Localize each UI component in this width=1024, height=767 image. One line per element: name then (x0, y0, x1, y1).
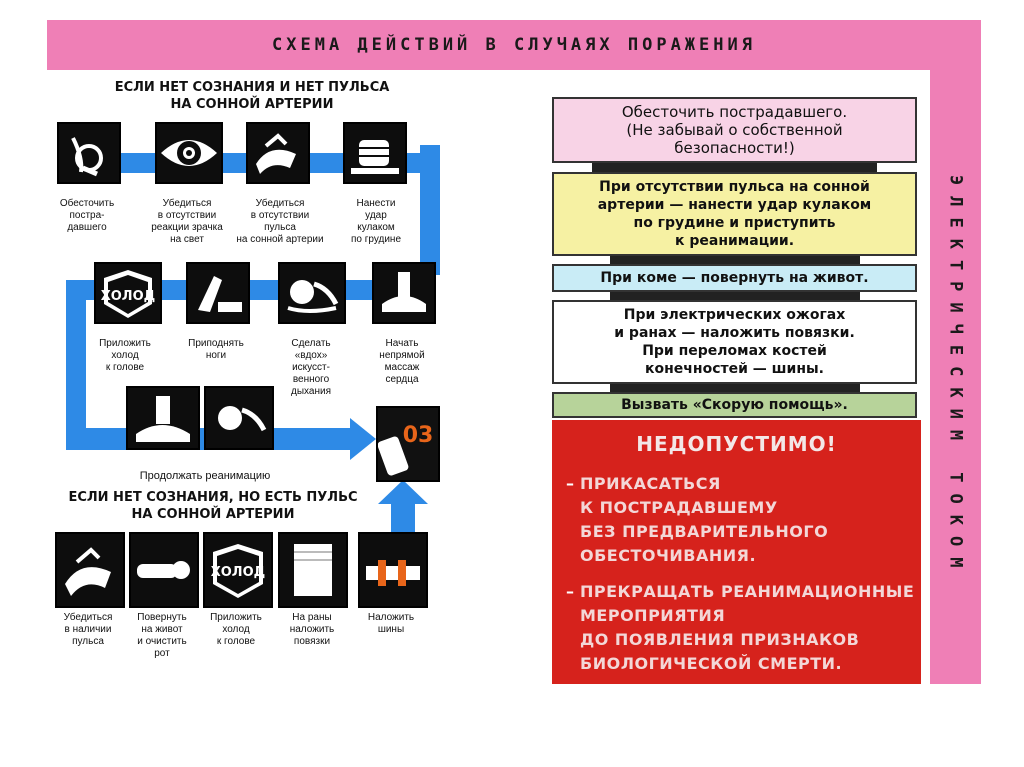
caption-splint-1: Наложить (367, 612, 415, 623)
heading-pulse-line2: НА СОННОЙ АРТЕРИИ (131, 507, 295, 522)
hand-rope-icon (57, 122, 121, 184)
caption-legs-2: ноги (205, 350, 227, 361)
caption-splint-2: шины (377, 624, 405, 635)
up-arrow-head (378, 480, 428, 504)
caption-massage-4: сердца (385, 374, 419, 385)
step4-line1: При электрических ожогах (623, 307, 846, 323)
warning-title: НЕДОПУСТИМО! (636, 432, 837, 456)
warning2-line2: МЕРОПРИЯТИЯ (580, 606, 726, 625)
raised-legs-icon (186, 262, 250, 324)
up-arrow-shaft (391, 500, 415, 535)
caption-cold2-3: к голове (216, 636, 256, 647)
compression-icon (126, 386, 200, 450)
turn-over-icon (129, 532, 199, 608)
step1-line1: Обесточить пострадавшего. (621, 103, 848, 121)
warning-panel (552, 420, 921, 684)
taper-4 (610, 384, 860, 392)
caption-fist-4: по грудине (350, 234, 402, 245)
heading-pulse-line1: ЕСЛИ НЕТ СОЗНАНИЯ, НО ЕСТЬ ПУЛЬС (68, 490, 358, 505)
caption-cold2-2: холод (222, 624, 250, 635)
caption-bandage-1: На раны (292, 612, 332, 623)
step-burns (552, 300, 917, 384)
cold-label: ХОЛОД (100, 289, 156, 304)
caption-cold-2: холод (111, 350, 139, 361)
bullet-dash-1: – (566, 474, 575, 493)
caption-pupil-3: реакции зрачка (151, 222, 223, 233)
caption-pulse-2: в наличии (64, 624, 112, 635)
step2-line4: к реанимации. (674, 233, 795, 249)
heading-no-pulse-line2: НА СОННОЙ АРТЕРИИ (170, 97, 334, 112)
caption-bandage-2: наложить (289, 624, 335, 635)
bullet-dash-2: – (566, 582, 575, 601)
cold-label-2: ХОЛОД (210, 565, 266, 580)
caption-massage-1: Начать (385, 338, 419, 349)
caption-breath-1: Сделать (291, 338, 331, 349)
caption-breath-4: венного (292, 374, 330, 385)
step1-line3: безопасности!) (674, 139, 795, 157)
caption-nopulse-4: на сонной артерии (236, 234, 324, 245)
caption-turn-3: и очистить (137, 636, 187, 647)
warning1-line3: БЕЗ ПРЕДВАРИТЕЛЬНОГО (580, 522, 829, 541)
caption-fist-3: кулаком (357, 222, 395, 233)
caption-cold2-1: Приложить (210, 612, 262, 623)
warning1-line1: ПРИКАСАТЬСЯ (580, 474, 721, 493)
fist-icon (343, 122, 407, 184)
caption-nopulse-1: Убедиться (255, 198, 305, 209)
caption-deenergize-2: постра- (69, 210, 105, 221)
rescue-breath-icon (278, 262, 346, 324)
step5-line1: Вызвать «Скорую помощь». (621, 397, 848, 413)
caption-nopulse-3: пульса (264, 222, 296, 233)
caption-nopulse-2: в отсутствии (250, 210, 310, 221)
step4-line4: конечностей — шины. (645, 361, 824, 377)
caption-fist-2: удар (365, 210, 387, 221)
caption-deenergize-1: Обесточить (59, 198, 115, 209)
caption-turn-4: рот (154, 648, 170, 659)
caption-pupil-4: на свет (170, 234, 204, 245)
side-title: ЭЛЕКТРИЧЕСКИМ ТОКОМ (945, 175, 966, 579)
heading-no-pulse-line1: ЕСЛИ НЕТ СОЗНАНИЯ И НЕТ ПУЛЬСА (114, 80, 390, 95)
cold-pack-icon-2 (203, 532, 273, 608)
continue-label: Продолжать реанимацию (139, 470, 271, 482)
step-deenergize (552, 97, 917, 163)
splint-icon (358, 532, 428, 608)
pulse-check-icon (246, 122, 310, 184)
flow-band-left (66, 280, 86, 440)
caption-deenergize-3: давшего (67, 222, 107, 233)
taper-2 (610, 256, 860, 264)
warning2-line4: БИОЛОГИЧЕСКОЙ СМЕРТИ. (580, 654, 843, 673)
flow-arrow-right (350, 418, 376, 460)
caption-massage-2: непрямой (379, 350, 425, 361)
header-bar (47, 20, 981, 70)
caption-turn-2: на живот (141, 624, 183, 635)
step-ambulance (552, 392, 917, 418)
bandage-roll-icon (278, 532, 348, 608)
caption-breath-2: «вдох» (294, 350, 328, 361)
step2-line1: При отсутствии пульса на сонной (599, 179, 870, 195)
step2-line3: по грудине и приступить (633, 215, 836, 231)
caption-pupil-1: Убедиться (162, 198, 212, 209)
step3-line1: При коме — повернуть на живот. (600, 270, 869, 286)
page-title: СХЕМА ДЕЙСТВИЙ В СЛУЧАЯХ ПОРАЖЕНИЯ (272, 35, 756, 55)
taper-3 (610, 292, 860, 300)
eye-icon (155, 122, 223, 184)
taper-1 (592, 162, 877, 172)
caption-breath-3: искусст- (292, 362, 330, 373)
caption-cold-3: к голове (105, 362, 145, 373)
step1-line2: (Не забывай о собственной (626, 121, 843, 139)
caption-pulse-3: пульса (72, 636, 104, 647)
cold-pack-icon (94, 262, 162, 324)
caption-breath-5: дыхания (291, 386, 331, 397)
ambulance-number: 03 (402, 423, 434, 448)
step2-line2: артерии — нанести удар кулаком (597, 197, 872, 213)
caption-fist-1: Нанести (356, 198, 396, 209)
caption-cold-1: Приложить (99, 338, 151, 349)
warning2-line3: ДО ПОЯВЛЕНИЯ ПРИЗНАКОВ (580, 630, 860, 649)
step-no-pulse (552, 172, 917, 256)
caption-pupil-2: в отсутствии (157, 210, 217, 221)
caption-massage-3: массаж (384, 362, 420, 373)
chest-compression-icon (372, 262, 436, 324)
warning1-line4: ОБЕСТОЧИВАНИЯ. (580, 546, 757, 565)
step4-line3: При переломах костей (642, 343, 827, 359)
step-coma (552, 264, 917, 292)
phone-03-icon (376, 406, 440, 482)
caption-turn-1: Повернуть (137, 612, 187, 623)
pulse-check-icon-2 (55, 532, 125, 608)
breath-icon (204, 386, 274, 450)
warning1-line2: К ПОСТРАДАВШЕМУ (580, 498, 778, 517)
warning2-line1: ПРЕКРАЩАТЬ РЕАНИМАЦИОННЫЕ (580, 582, 915, 601)
caption-pulse-1: Убедиться (63, 612, 113, 623)
caption-bandage-3: повязки (293, 636, 331, 647)
caption-legs-1: Приподнять (188, 338, 244, 349)
flow-band-right (420, 145, 440, 275)
step4-line2: и ранах — наложить повязки. (614, 325, 855, 341)
